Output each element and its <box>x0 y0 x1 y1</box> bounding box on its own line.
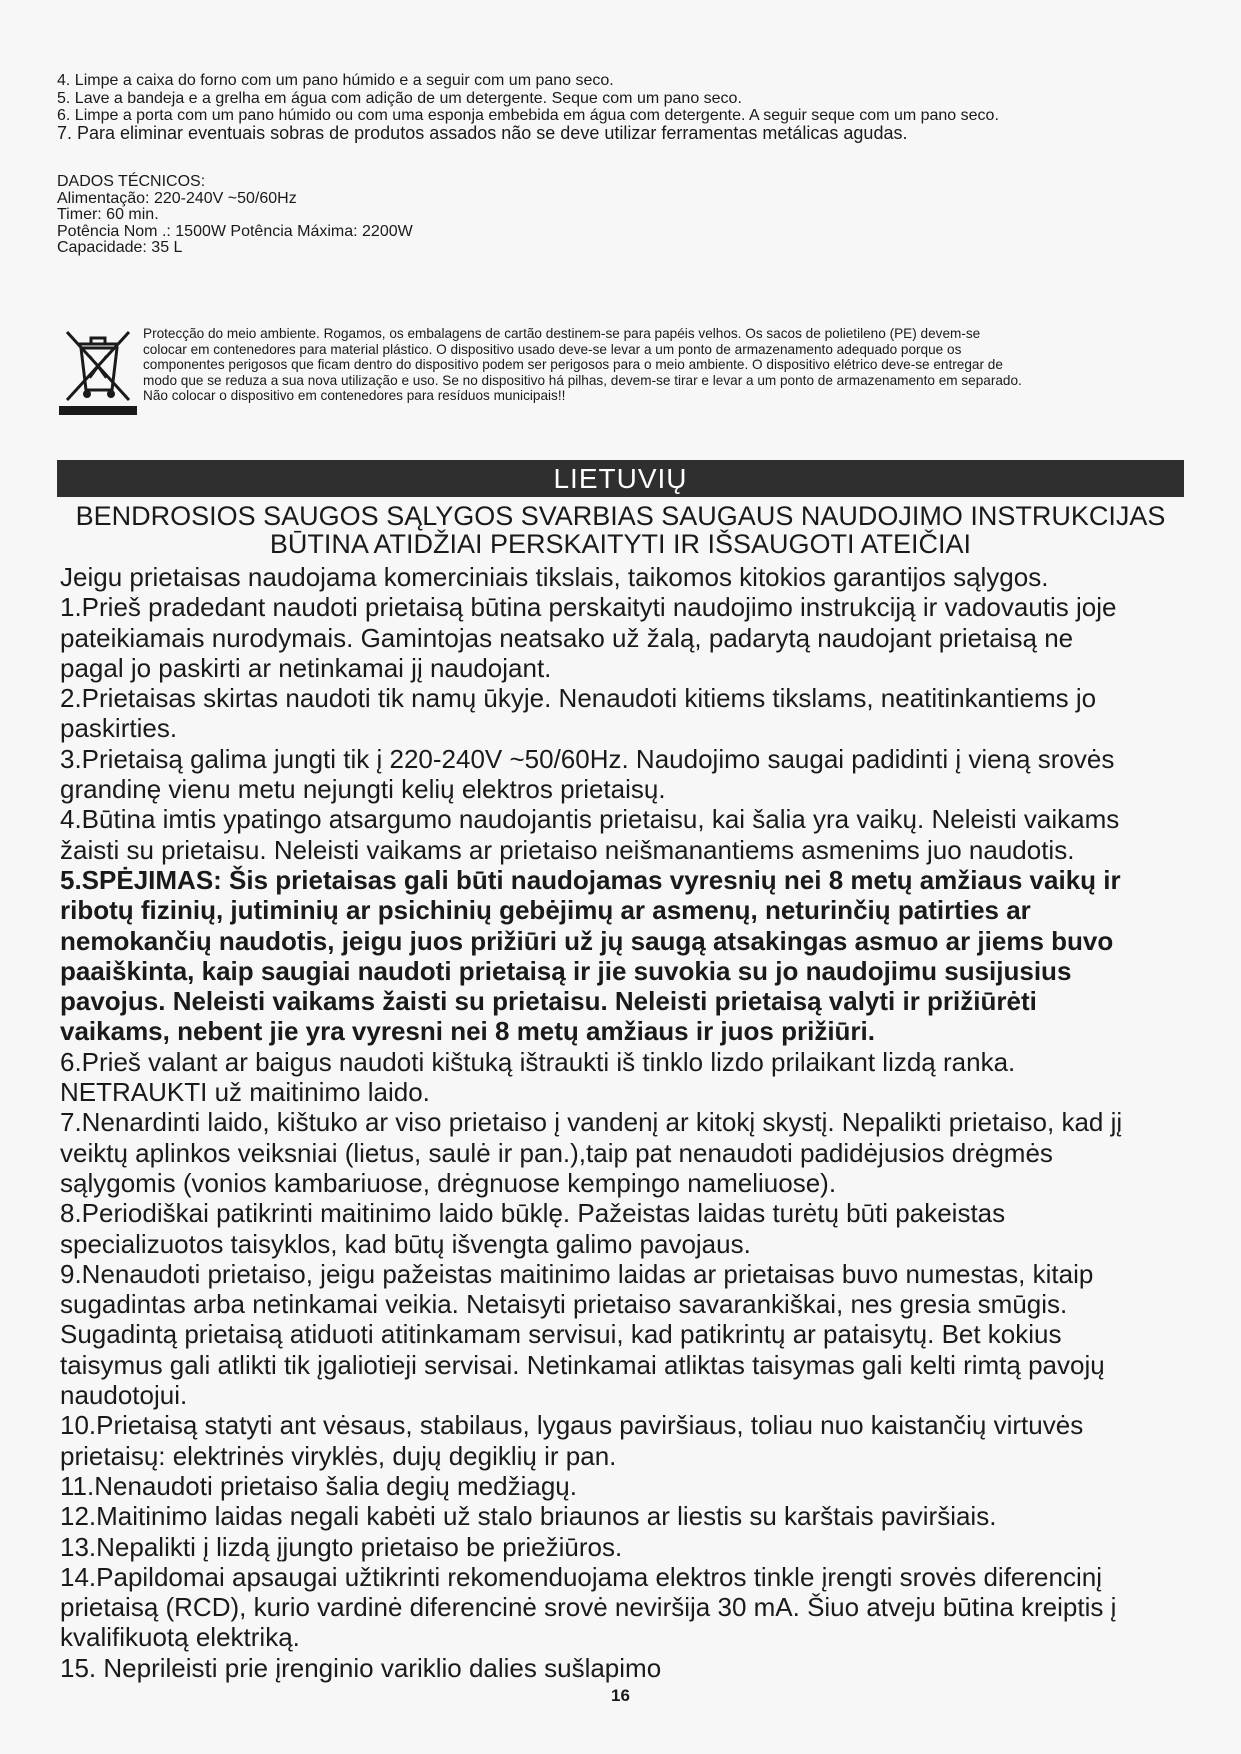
technical-data-title: DADOS TÉCNICOS: <box>57 173 206 190</box>
maintenance-item: 5. Lave a bandeja e a grelha em água com adição de um detergente. Seque com um pano seco. <box>57 89 742 107</box>
warning-line: vaikams, nebent jie yra vyresni nei 8 metų amžiaus ir juos prižiūri. <box>60 1016 875 1047</box>
instruction-line: sugadintas arba netinkamai veikia. Netaisyti prietaiso savarankiškai, nes gresia smūgis. <box>60 1289 1068 1320</box>
page-number: 16 <box>611 1686 630 1705</box>
technical-data-line: Timer: 60 min. <box>57 206 159 223</box>
instruction-line: Jeigu prietaisas naudojama komerciniais tikslais, taikomos kitokios garantijos sąlygos. <box>60 562 1049 592</box>
environment-line: Protecção do meio ambiente. Rogamos, os embalagens de cartão destinem-se para papéis velhos. Os sacos de polietileno (PE) devem-se <box>143 326 981 341</box>
warning-line: paaiškinta, kaip saugiai naudoti prietaisą ir jie suvokia su jo naudojimu susijusius <box>60 955 1072 986</box>
technical-data-line: Alimentação: 220-240V ~50/60Hz <box>57 189 297 207</box>
instruction-line: 2.Prietaisas skirtas naudoti tik namų ūkyje. Nenaudoti kitiems tikslams, neatitinkantiems jo <box>60 683 1097 714</box>
instruction-line: prietaisą (RCD), kurio vardinė diferencinė srovė neviršija 30 mA. Šiuo atveju būtina kreiptis į <box>60 1592 1117 1623</box>
instruction-line: Sugadintą prietaisą atiduoti atitinkamam servisui, kad patikrintų ar pataisytų. Bet kokius <box>60 1319 1062 1350</box>
instruction-line: taisymus gali atlikti tik įgaliotieji servisai. Netinkamai atliktas taisymas gali kelti rimtą pavojų <box>60 1349 1105 1380</box>
technical-data <box>57 174 413 257</box>
warning-line: nemokančių naudotis, jeigu juos prižiūri už jų saugą atsakingas asmuo ar jiems buvo <box>60 925 1114 956</box>
safety-instructions <box>60 562 1190 1683</box>
instruction-line: pateikiamais nurodymais. Gamintojas neatsako už žalą, padarytą naudojant prietaisą ne <box>60 622 1074 653</box>
instruction-line: 6.Prieš valant ar baigus naudoti kištuką ištraukti iš tinklo lizdo prilaikant lizdą ranka. <box>60 1046 1016 1077</box>
instruction-line: grandinę vienu metu nejungti kelių elektros prietaisų. <box>60 774 666 805</box>
instruction-line: 14.Papildomai apsaugai užtikrinti rekomenduojama elektros tinkle įrengti srovės diferencinį <box>60 1561 1102 1592</box>
instruction-line: 8.Periodiškai patikrinti maitinimo laido būklę. Pažeistas laidas turėtų būti pakeistas <box>60 1198 1006 1229</box>
instruction-line: 15. Neprileisti prie įrenginio variklio dalies sušlapimo <box>60 1652 662 1683</box>
crossed-out-wheelie-bin-icon <box>57 322 139 418</box>
instruction-line: 12.Maitinimo laidas negali kabėti už stalo briaunos ar liestis su karštais paviršiais. <box>60 1501 997 1532</box>
instruction-line: specializuotos taisyklos, kad būtų išvengta galimo pavojaus. <box>60 1228 751 1259</box>
heading-line: BŪTINA ATIDŽIAI PERSKAITYTI IR IŠSAUGOTI ATEIČIAI <box>269 529 972 559</box>
maintenance-item: 4. Limpe a caixa do forno com um pano húmido e a seguir com um pano seco. <box>57 72 614 89</box>
instruction-line: naudotojui. <box>60 1380 188 1411</box>
warning-line: pavojus. Neleisti vaikams žaisti su prietaisu. Neleisti prietaisą valyti ir prižiūrėti <box>60 986 1037 1017</box>
instruction-line: veiktų aplinkos veiksniai (lietus, saulė ir pan.),taip pat nenaudoti padidėjusios drėgmės <box>60 1137 1053 1168</box>
safety-heading <box>57 502 1184 558</box>
environment-line: colocar em contenedores para material plástico. O dispositivo usado deve-se levar a um ponto de armazenamento adequado porque os <box>143 341 962 357</box>
maintenance-item: 7. Para eliminar eventuais sobras de produtos assados não se deve utilizar ferramentas metálicas agudas. <box>57 122 908 143</box>
instruction-line: 11.Nenaudoti prietaiso šalia degių medžiagų. <box>60 1470 577 1501</box>
heading-line: BENDROSIOS SAUGOS SĄLYGOS SVARBIAS SAUGAUS NAUDOJIMO INSTRUKCIJAS <box>75 501 1166 531</box>
environment-line: Não colocar o dispositivo em contenedores para resíduos municipais!! <box>143 388 566 403</box>
instruction-line: 1.Prieš pradedant naudoti prietaisą būtina perskaityti naudojimo instrukciją ir vadovautis joje <box>60 592 1117 623</box>
warning-line: 5.SPĖJIMAS: Šis prietaisas gali būti naudojamas vyresnių nei 8 metų amžiaus vaikų ir <box>60 864 1121 895</box>
maintenance-item: 6. Limpe a porta com um pano húmido ou com uma esponja embebida em água com detergente. A seguir seque com um pano seco. <box>57 107 999 124</box>
environment-notice <box>143 326 1188 404</box>
instruction-line: žaisti su prietaisu. Neleisti vaikams ar prietaiso neišmanantiems asmenims juo naudotis. <box>60 834 1075 865</box>
instruction-line: 7.Nenardinti laido, kištuko ar viso prietaiso į vandenį ar kitokį skystį. Nepalikti prietaiso, kad jį <box>60 1107 1123 1138</box>
technical-data-line: Potência Nom .: 1500W Potência Máxima: 2200W <box>57 222 413 240</box>
technical-data-line: Capacidade: 35 L <box>57 239 183 256</box>
instruction-line: 13.Nepalikti į lizdą įjungto prietaiso be priežiūros. <box>60 1531 623 1562</box>
instruction-line: pagal jo paskirti ar netinkamai jį naudojant. <box>60 652 552 683</box>
maintenance-list <box>57 72 1187 142</box>
instruction-line: 10.Prietaisą statyti ant vėsaus, stabilaus, lygaus paviršiaus, toliau nuo kaistančių virtuvės <box>60 1410 1084 1441</box>
instruction-line: kvalifikuotą elektriką. <box>60 1622 300 1653</box>
instruction-line: sąlygomis (vonios kambariuose, drėgnuose kempingo nameliuose). <box>60 1167 837 1198</box>
instruction-line: paskirties. <box>60 713 178 744</box>
instruction-line: NETRAUKTI už maitinimo laido. <box>60 1077 430 1108</box>
instruction-line: 3.Prietaisą galima jungti tik į 220-240V ~50/60Hz. Naudojimo saugai padidinti į vieną srovės <box>60 743 1115 774</box>
environment-line: modo que se reduza a sua nova utilização e uso. Se no dispositivo há pilhas, devem-se tirar e levar a um ponto de armazenamento em separado. <box>143 372 1022 388</box>
language-section-bar: LIETUVIŲ <box>57 460 1184 497</box>
warning-line: ribotų fizinių, jutiminių ar psichinių gebėjimų ar asmenų, neturinčių patirties ar <box>60 895 1031 926</box>
instruction-line: 4.Būtina imtis ypatingo atsargumo naudojantis prietaisu, kai šalia yra vaikų. Neleisti vaikams <box>60 804 1120 835</box>
instruction-line: prietaisų: elektrinės viryklės, dujų degiklių ir pan. <box>60 1440 617 1471</box>
instruction-line: 9.Nenaudoti prietaiso, jeigu pažeistas maitinimo laidas ar prietaisas buvo numestas, kitaip <box>60 1258 1094 1289</box>
environment-line: componentes perigosos que ficam dentro do dispositivo podem ser perigosos para o meio ambiente. O dispositivo elétrico deve-se entregar de <box>143 357 1003 372</box>
